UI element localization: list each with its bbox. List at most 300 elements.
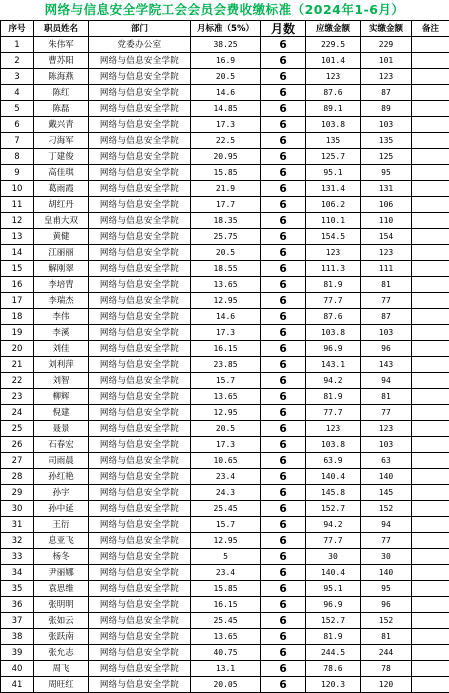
cell-note[interactable] — [412, 469, 449, 485]
cell-note[interactable] — [412, 405, 449, 421]
cell-no[interactable]: 37 — [1, 613, 34, 629]
cell-monthly[interactable]: 20.05 — [191, 677, 261, 693]
cell-due[interactable]: 111.3 — [306, 261, 361, 277]
cell-paid[interactable]: 30 — [361, 549, 412, 565]
cell-no[interactable]: 6 — [1, 117, 34, 133]
cell-dept[interactable]: 网络与信息安全学院 — [89, 501, 191, 517]
cell-note[interactable] — [412, 549, 449, 565]
cell-note[interactable] — [412, 421, 449, 437]
cell-name[interactable]: 高佳琪 — [34, 165, 89, 181]
cell-no[interactable]: 18 — [1, 309, 34, 325]
cell-note[interactable] — [412, 629, 449, 645]
cell-no[interactable]: 27 — [1, 453, 34, 469]
cell-monthly[interactable]: 17.3 — [191, 437, 261, 453]
cell-no[interactable]: 16 — [1, 277, 34, 293]
cell-note[interactable] — [412, 53, 449, 69]
cell-paid[interactable]: 96 — [361, 597, 412, 613]
cell-name[interactable]: 葛雨霞 — [34, 181, 89, 197]
cell-monthly[interactable]: 14.85 — [191, 101, 261, 117]
cell-name[interactable]: 李培胄 — [34, 277, 89, 293]
cell-name[interactable]: 黄健 — [34, 229, 89, 245]
cell-dept[interactable]: 网络与信息安全学院 — [89, 453, 191, 469]
cell-name[interactable]: 皇甫大双 — [34, 213, 89, 229]
cell-no[interactable]: 17 — [1, 293, 34, 309]
cell-due[interactable]: 94.2 — [306, 373, 361, 389]
cell-months[interactable]: 6 — [261, 645, 306, 661]
cell-dept[interactable]: 网络与信息安全学院 — [89, 277, 191, 293]
cell-paid[interactable]: 77 — [361, 533, 412, 549]
cell-months[interactable]: 6 — [261, 133, 306, 149]
cell-months[interactable]: 6 — [261, 277, 306, 293]
cell-dept[interactable]: 网络与信息安全学院 — [89, 341, 191, 357]
cell-paid[interactable]: 154 — [361, 229, 412, 245]
cell-note[interactable] — [412, 37, 449, 53]
cell-note[interactable] — [412, 229, 449, 245]
cell-note[interactable] — [412, 101, 449, 117]
cell-no[interactable]: 30 — [1, 501, 34, 517]
cell-name[interactable]: 刘佳 — [34, 341, 89, 357]
cell-due[interactable]: 95.1 — [306, 165, 361, 181]
cell-dept[interactable]: 网络与信息安全学院 — [89, 613, 191, 629]
cell-due[interactable]: 103.8 — [306, 437, 361, 453]
cell-due[interactable]: 120.3 — [306, 677, 361, 693]
cell-months[interactable]: 6 — [261, 85, 306, 101]
cell-no[interactable]: 7 — [1, 133, 34, 149]
cell-months[interactable]: 6 — [261, 229, 306, 245]
cell-note[interactable] — [412, 389, 449, 405]
cell-paid[interactable]: 101 — [361, 53, 412, 69]
cell-paid[interactable]: 87 — [361, 309, 412, 325]
header-due[interactable]: 应缴金额 — [306, 21, 361, 37]
cell-dept[interactable]: 网络与信息安全学院 — [89, 533, 191, 549]
cell-monthly[interactable]: 18.55 — [191, 261, 261, 277]
cell-months[interactable]: 6 — [261, 53, 306, 69]
cell-name[interactable]: 柳辉 — [34, 389, 89, 405]
cell-dept[interactable]: 网络与信息安全学院 — [89, 213, 191, 229]
cell-months[interactable]: 6 — [261, 309, 306, 325]
cell-note[interactable] — [412, 293, 449, 309]
cell-paid[interactable]: 103 — [361, 437, 412, 453]
cell-name[interactable]: 陈磊 — [34, 101, 89, 117]
cell-name[interactable]: 李瑞杰 — [34, 293, 89, 309]
cell-dept[interactable]: 网络与信息安全学院 — [89, 245, 191, 261]
cell-months[interactable]: 6 — [261, 453, 306, 469]
cell-no[interactable]: 21 — [1, 357, 34, 373]
cell-no[interactable]: 36 — [1, 597, 34, 613]
cell-months[interactable]: 6 — [261, 373, 306, 389]
cell-dept[interactable]: 网络与信息安全学院 — [89, 229, 191, 245]
cell-monthly[interactable]: 15.85 — [191, 581, 261, 597]
cell-monthly[interactable]: 24.3 — [191, 485, 261, 501]
cell-months[interactable]: 6 — [261, 517, 306, 533]
cell-dept[interactable]: 网络与信息安全学院 — [89, 133, 191, 149]
cell-name[interactable]: 尹丽娜 — [34, 565, 89, 581]
cell-dept[interactable]: 网络与信息安全学院 — [89, 405, 191, 421]
cell-dept[interactable]: 网络与信息安全学院 — [89, 517, 191, 533]
cell-dept[interactable]: 网络与信息安全学院 — [89, 357, 191, 373]
cell-no[interactable]: 3 — [1, 69, 34, 85]
cell-paid[interactable]: 103 — [361, 117, 412, 133]
cell-months[interactable]: 6 — [261, 357, 306, 373]
cell-due[interactable]: 78.6 — [306, 661, 361, 677]
cell-note[interactable] — [412, 181, 449, 197]
cell-due[interactable]: 106.2 — [306, 197, 361, 213]
cell-no[interactable]: 40 — [1, 661, 34, 677]
cell-name[interactable]: 张允志 — [34, 645, 89, 661]
cell-dept[interactable]: 网络与信息安全学院 — [89, 69, 191, 85]
cell-note[interactable] — [412, 661, 449, 677]
cell-monthly[interactable]: 10.65 — [191, 453, 261, 469]
cell-no[interactable]: 10 — [1, 181, 34, 197]
cell-months[interactable]: 6 — [261, 469, 306, 485]
cell-no[interactable]: 22 — [1, 373, 34, 389]
cell-paid[interactable]: 77 — [361, 405, 412, 421]
cell-no[interactable]: 34 — [1, 565, 34, 581]
cell-due[interactable]: 103.8 — [306, 325, 361, 341]
cell-note[interactable] — [412, 85, 449, 101]
cell-due[interactable]: 77.7 — [306, 533, 361, 549]
cell-paid[interactable]: 106 — [361, 197, 412, 213]
cell-no[interactable]: 25 — [1, 421, 34, 437]
cell-note[interactable] — [412, 645, 449, 661]
cell-note[interactable] — [412, 357, 449, 373]
cell-name[interactable]: 李溪 — [34, 325, 89, 341]
cell-note[interactable] — [412, 245, 449, 261]
cell-monthly[interactable]: 22.5 — [191, 133, 261, 149]
cell-no[interactable]: 35 — [1, 581, 34, 597]
cell-note[interactable] — [412, 261, 449, 277]
cell-paid[interactable]: 125 — [361, 149, 412, 165]
cell-name[interactable]: 曹苏阳 — [34, 53, 89, 69]
cell-paid[interactable]: 81 — [361, 389, 412, 405]
cell-months[interactable]: 6 — [261, 117, 306, 133]
cell-paid[interactable]: 81 — [361, 629, 412, 645]
cell-paid[interactable]: 140 — [361, 469, 412, 485]
cell-due[interactable]: 140.4 — [306, 469, 361, 485]
cell-name[interactable]: 解刚翠 — [34, 261, 89, 277]
cell-note[interactable] — [412, 133, 449, 149]
cell-paid[interactable]: 140 — [361, 565, 412, 581]
cell-name[interactable]: 陈海燕 — [34, 69, 89, 85]
cell-due[interactable]: 96.9 — [306, 597, 361, 613]
cell-note[interactable] — [412, 373, 449, 389]
cell-no[interactable]: 4 — [1, 85, 34, 101]
cell-note[interactable] — [412, 501, 449, 517]
cell-dept[interactable]: 网络与信息安全学院 — [89, 629, 191, 645]
cell-monthly[interactable]: 23.85 — [191, 357, 261, 373]
cell-monthly[interactable]: 12.95 — [191, 293, 261, 309]
cell-due[interactable]: 123 — [306, 245, 361, 261]
cell-no[interactable]: 33 — [1, 549, 34, 565]
cell-monthly[interactable]: 20.95 — [191, 149, 261, 165]
cell-due[interactable]: 152.7 — [306, 613, 361, 629]
cell-due[interactable]: 81.9 — [306, 629, 361, 645]
cell-name[interactable]: 张明明 — [34, 597, 89, 613]
cell-due[interactable]: 110.1 — [306, 213, 361, 229]
cell-months[interactable]: 6 — [261, 421, 306, 437]
cell-name[interactable]: 丁建俊 — [34, 149, 89, 165]
cell-due[interactable]: 96.9 — [306, 341, 361, 357]
header-note[interactable]: 备注 — [412, 21, 449, 37]
cell-months[interactable]: 6 — [261, 485, 306, 501]
cell-monthly[interactable]: 13.65 — [191, 389, 261, 405]
cell-name[interactable]: 聂景 — [34, 421, 89, 437]
cell-paid[interactable]: 135 — [361, 133, 412, 149]
cell-no[interactable]: 14 — [1, 245, 34, 261]
cell-paid[interactable]: 103 — [361, 325, 412, 341]
cell-months[interactable]: 6 — [261, 549, 306, 565]
cell-dept[interactable]: 网络与信息安全学院 — [89, 53, 191, 69]
cell-paid[interactable]: 95 — [361, 165, 412, 181]
cell-note[interactable] — [412, 117, 449, 133]
cell-monthly[interactable]: 23.4 — [191, 565, 261, 581]
cell-name[interactable]: 朱伟军 — [34, 37, 89, 53]
cell-note[interactable] — [412, 325, 449, 341]
cell-monthly[interactable]: 20.5 — [191, 245, 261, 261]
cell-dept[interactable]: 网络与信息安全学院 — [89, 421, 191, 437]
cell-months[interactable]: 6 — [261, 181, 306, 197]
cell-due[interactable]: 30 — [306, 549, 361, 565]
cell-months[interactable]: 6 — [261, 581, 306, 597]
cell-name[interactable]: 周飞 — [34, 661, 89, 677]
cell-name[interactable]: 胡红丹 — [34, 197, 89, 213]
cell-monthly[interactable]: 20.5 — [191, 69, 261, 85]
cell-dept[interactable]: 网络与信息安全学院 — [89, 565, 191, 581]
cell-paid[interactable]: 94 — [361, 517, 412, 533]
cell-name[interactable]: 刘利萍 — [34, 357, 89, 373]
cell-months[interactable]: 6 — [261, 501, 306, 517]
cell-due[interactable]: 154.5 — [306, 229, 361, 245]
cell-no[interactable]: 8 — [1, 149, 34, 165]
cell-name[interactable]: 戴兴青 — [34, 117, 89, 133]
cell-no[interactable]: 29 — [1, 485, 34, 501]
cell-months[interactable]: 6 — [261, 101, 306, 117]
cell-dept[interactable]: 网络与信息安全学院 — [89, 469, 191, 485]
cell-dept[interactable]: 网络与信息安全学院 — [89, 677, 191, 693]
cell-monthly[interactable]: 14.6 — [191, 85, 261, 101]
cell-paid[interactable]: 123 — [361, 421, 412, 437]
cell-due[interactable]: 152.7 — [306, 501, 361, 517]
cell-monthly[interactable]: 17.7 — [191, 197, 261, 213]
cell-due[interactable]: 143.1 — [306, 357, 361, 373]
cell-monthly[interactable]: 5 — [191, 549, 261, 565]
cell-paid[interactable]: 123 — [361, 245, 412, 261]
cell-months[interactable]: 6 — [261, 165, 306, 181]
cell-paid[interactable]: 77 — [361, 293, 412, 309]
cell-name[interactable]: 刘智 — [34, 373, 89, 389]
cell-name[interactable]: 王衍 — [34, 517, 89, 533]
cell-paid[interactable]: 111 — [361, 261, 412, 277]
cell-months[interactable]: 6 — [261, 629, 306, 645]
cell-no[interactable]: 15 — [1, 261, 34, 277]
cell-monthly[interactable]: 16.15 — [191, 597, 261, 613]
cell-dept[interactable]: 网络与信息安全学院 — [89, 549, 191, 565]
cell-months[interactable]: 6 — [261, 661, 306, 677]
cell-due[interactable]: 135 — [306, 133, 361, 149]
cell-note[interactable] — [412, 485, 449, 501]
cell-months[interactable]: 6 — [261, 69, 306, 85]
cell-paid[interactable]: 95 — [361, 581, 412, 597]
cell-months[interactable]: 6 — [261, 613, 306, 629]
cell-monthly[interactable]: 14.6 — [191, 309, 261, 325]
cell-dept[interactable]: 网络与信息安全学院 — [89, 485, 191, 501]
cell-months[interactable]: 6 — [261, 261, 306, 277]
cell-monthly[interactable]: 17.3 — [191, 117, 261, 133]
cell-months[interactable]: 6 — [261, 293, 306, 309]
cell-no[interactable]: 13 — [1, 229, 34, 245]
cell-monthly[interactable]: 13.65 — [191, 629, 261, 645]
header-no[interactable]: 序号 — [1, 21, 34, 37]
cell-note[interactable] — [412, 565, 449, 581]
cell-monthly[interactable]: 13.65 — [191, 277, 261, 293]
cell-note[interactable] — [412, 613, 449, 629]
cell-name[interactable]: 孙中延 — [34, 501, 89, 517]
cell-months[interactable]: 6 — [261, 677, 306, 693]
cell-note[interactable] — [412, 437, 449, 453]
cell-monthly[interactable]: 25.45 — [191, 613, 261, 629]
cell-due[interactable]: 123 — [306, 421, 361, 437]
cell-monthly[interactable]: 12.95 — [191, 405, 261, 421]
cell-paid[interactable]: 152 — [361, 501, 412, 517]
cell-dept[interactable]: 党委办公室 — [89, 37, 191, 53]
cell-no[interactable]: 1 — [1, 37, 34, 53]
cell-due[interactable]: 131.4 — [306, 181, 361, 197]
cell-due[interactable]: 87.6 — [306, 309, 361, 325]
cell-note[interactable] — [412, 197, 449, 213]
cell-no[interactable]: 38 — [1, 629, 34, 645]
cell-no[interactable]: 28 — [1, 469, 34, 485]
cell-due[interactable]: 123 — [306, 69, 361, 85]
cell-due[interactable]: 125.7 — [306, 149, 361, 165]
cell-months[interactable]: 6 — [261, 197, 306, 213]
cell-dept[interactable]: 网络与信息安全学院 — [89, 165, 191, 181]
cell-paid[interactable]: 87 — [361, 85, 412, 101]
header-months[interactable]: 月数 — [261, 21, 306, 37]
header-monthly[interactable]: 月标准（5%） — [191, 21, 261, 37]
cell-due[interactable]: 81.9 — [306, 277, 361, 293]
cell-name[interactable]: 息亚飞 — [34, 533, 89, 549]
cell-dept[interactable]: 网络与信息安全学院 — [89, 325, 191, 341]
cell-name[interactable]: 石春宏 — [34, 437, 89, 453]
cell-paid[interactable]: 81 — [361, 277, 412, 293]
cell-due[interactable]: 101.4 — [306, 53, 361, 69]
cell-dept[interactable]: 网络与信息安全学院 — [89, 581, 191, 597]
cell-months[interactable]: 6 — [261, 437, 306, 453]
cell-paid[interactable]: 152 — [361, 613, 412, 629]
cell-dept[interactable]: 网络与信息安全学院 — [89, 117, 191, 133]
cell-monthly[interactable]: 13.1 — [191, 661, 261, 677]
cell-paid[interactable]: 244 — [361, 645, 412, 661]
cell-months[interactable]: 6 — [261, 149, 306, 165]
header-dept[interactable]: 部门 — [89, 21, 191, 37]
cell-months[interactable]: 6 — [261, 533, 306, 549]
cell-monthly[interactable]: 12.95 — [191, 533, 261, 549]
cell-name[interactable]: 孙宇 — [34, 485, 89, 501]
cell-no[interactable]: 20 — [1, 341, 34, 357]
cell-note[interactable] — [412, 533, 449, 549]
cell-name[interactable]: 张如云 — [34, 613, 89, 629]
cell-dept[interactable]: 网络与信息安全学院 — [89, 181, 191, 197]
cell-monthly[interactable]: 23.4 — [191, 469, 261, 485]
cell-paid[interactable]: 110 — [361, 213, 412, 229]
cell-due[interactable]: 87.6 — [306, 85, 361, 101]
cell-note[interactable] — [412, 165, 449, 181]
header-paid[interactable]: 实缴金额 — [361, 21, 412, 37]
cell-paid[interactable]: 145 — [361, 485, 412, 501]
cell-monthly[interactable]: 16.15 — [191, 341, 261, 357]
cell-months[interactable]: 6 — [261, 597, 306, 613]
cell-dept[interactable]: 网络与信息安全学院 — [89, 661, 191, 677]
cell-due[interactable]: 77.7 — [306, 405, 361, 421]
cell-no[interactable]: 9 — [1, 165, 34, 181]
cell-paid[interactable]: 131 — [361, 181, 412, 197]
cell-name[interactable]: 倪建 — [34, 405, 89, 421]
cell-monthly[interactable]: 17.3 — [191, 325, 261, 341]
cell-months[interactable]: 6 — [261, 405, 306, 421]
cell-paid[interactable]: 123 — [361, 69, 412, 85]
cell-no[interactable]: 24 — [1, 405, 34, 421]
cell-dept[interactable]: 网络与信息安全学院 — [89, 261, 191, 277]
cell-monthly[interactable]: 40.75 — [191, 645, 261, 661]
cell-no[interactable]: 39 — [1, 645, 34, 661]
cell-monthly[interactable]: 16.9 — [191, 53, 261, 69]
cell-note[interactable] — [412, 597, 449, 613]
cell-name[interactable]: 周旺红 — [34, 677, 89, 693]
cell-dept[interactable]: 网络与信息安全学院 — [89, 389, 191, 405]
cell-no[interactable]: 19 — [1, 325, 34, 341]
cell-name[interactable]: 江丽丽 — [34, 245, 89, 261]
cell-months[interactable]: 6 — [261, 565, 306, 581]
cell-months[interactable]: 6 — [261, 37, 306, 53]
cell-name[interactable]: 司雨晨 — [34, 453, 89, 469]
cell-paid[interactable]: 229 — [361, 37, 412, 53]
cell-note[interactable] — [412, 517, 449, 533]
cell-note[interactable] — [412, 213, 449, 229]
cell-name[interactable]: 刁海军 — [34, 133, 89, 149]
cell-name[interactable]: 孙红艳 — [34, 469, 89, 485]
cell-months[interactable]: 6 — [261, 341, 306, 357]
cell-monthly[interactable]: 20.5 — [191, 421, 261, 437]
cell-dept[interactable]: 网络与信息安全学院 — [89, 373, 191, 389]
cell-no[interactable]: 26 — [1, 437, 34, 453]
cell-name[interactable]: 张跃南 — [34, 629, 89, 645]
cell-paid[interactable]: 96 — [361, 341, 412, 357]
cell-name[interactable]: 李伟 — [34, 309, 89, 325]
cell-due[interactable]: 140.4 — [306, 565, 361, 581]
cell-due[interactable]: 77.7 — [306, 293, 361, 309]
cell-due[interactable]: 89.1 — [306, 101, 361, 117]
cell-note[interactable] — [412, 453, 449, 469]
cell-due[interactable]: 94.2 — [306, 517, 361, 533]
header-name[interactable]: 职员姓名 — [34, 21, 89, 37]
cell-no[interactable]: 12 — [1, 213, 34, 229]
cell-paid[interactable]: 89 — [361, 101, 412, 117]
cell-note[interactable] — [412, 677, 449, 693]
cell-monthly[interactable]: 38.25 — [191, 37, 261, 53]
cell-note[interactable] — [412, 341, 449, 357]
cell-dept[interactable]: 网络与信息安全学院 — [89, 197, 191, 213]
cell-due[interactable]: 229.5 — [306, 37, 361, 53]
cell-paid[interactable]: 78 — [361, 661, 412, 677]
cell-monthly[interactable]: 18.35 — [191, 213, 261, 229]
cell-due[interactable]: 63.9 — [306, 453, 361, 469]
cell-no[interactable]: 11 — [1, 197, 34, 213]
cell-dept[interactable]: 网络与信息安全学院 — [89, 645, 191, 661]
cell-due[interactable]: 81.9 — [306, 389, 361, 405]
cell-dept[interactable]: 网络与信息安全学院 — [89, 597, 191, 613]
cell-name[interactable]: 袁思维 — [34, 581, 89, 597]
cell-dept[interactable]: 网络与信息安全学院 — [89, 149, 191, 165]
